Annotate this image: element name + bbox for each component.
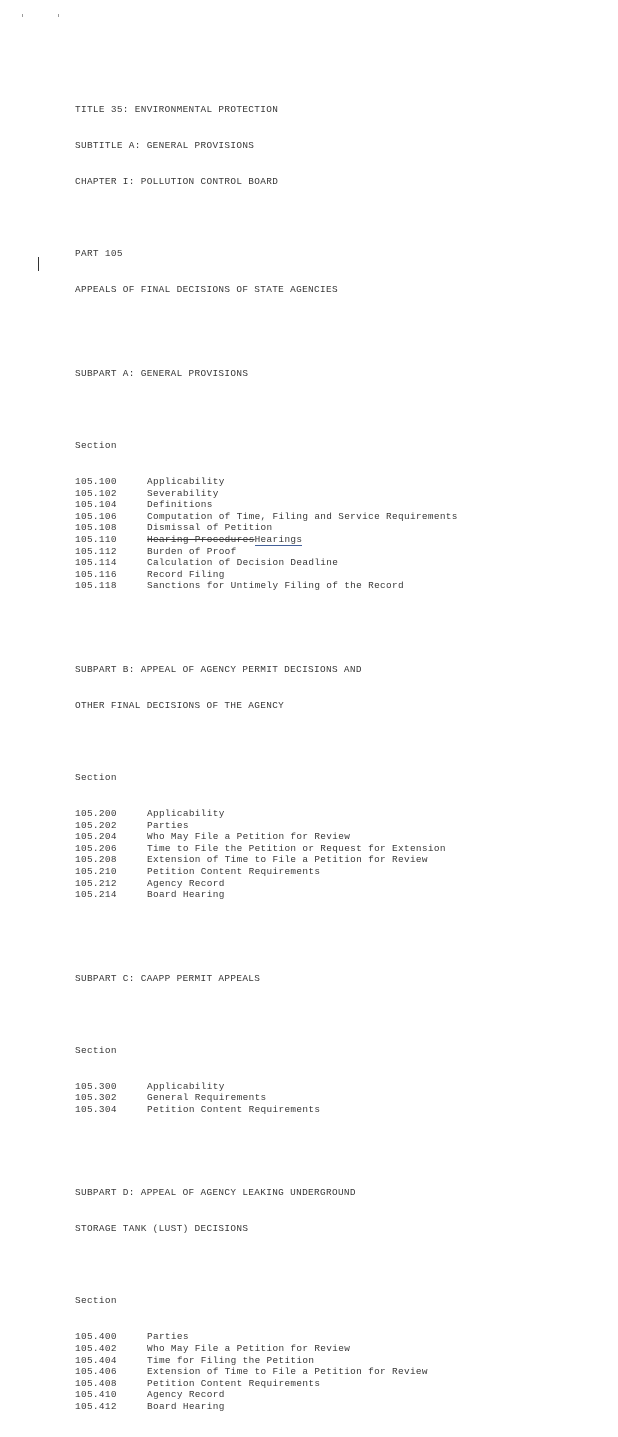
document-body [75,80,458,1437]
section-title: Petition Content Requirements [147,1103,321,1115]
section-title: Agency Record [147,877,225,889]
section-entry [75,808,458,820]
section-title: Time for Filing the Petition [147,1354,315,1366]
section-title: Applicability [147,476,225,487]
section-entry [75,878,458,890]
subpart-a-section-list [75,476,458,592]
section-entry [75,1081,458,1093]
subpart-d-heading: SUBPART D: APPEAL OF AGENCY LEAKING UNDERGROUND [75,1187,356,1199]
section-number: 105.118 [75,580,117,592]
section-number: 105.412 [75,1401,117,1413]
section-number: 105.300 [75,1080,117,1092]
section-entry [75,1355,458,1367]
subpart-b-heading: SUBPART B: APPEAL OF AGENCY PERMIT DECISIONS AND [75,663,362,675]
subtitle-line: SUBTITLE A: GENERAL PROVISIONS [75,140,255,151]
section-number: 105.410 [75,1389,117,1401]
section-title: Agency Record [147,1389,225,1401]
subpart-c-section-list [75,1081,458,1116]
section-title: Time to File the Petition or Request for Extension [147,842,446,854]
section-title: Petition Content Requirements [147,1377,321,1389]
section-number: 105.100 [75,476,117,487]
section-number: 105.408 [75,1377,117,1389]
section-entry [75,1389,458,1401]
section-title-inserted: Hearings [254,533,303,545]
section-entry [75,557,458,569]
subpart-d-heading-continued: STORAGE TANK (LUST) DECISIONS [75,1223,249,1235]
text-cursor [38,257,39,271]
section-entry [75,820,458,832]
section-number: 105.212 [75,877,117,889]
section-title: Petition Content Requirements [147,865,321,877]
section-title: Board Hearing [147,1401,225,1413]
section-entry [75,1104,458,1116]
section-label: Section [75,771,117,783]
section-title: Applicability [147,807,225,819]
section-title: Record Filing [147,568,225,580]
chapter-line: CHAPTER I: POLLUTION CONTROL BOARD [75,176,279,187]
section-entry [75,866,458,878]
section-number: 105.400 [75,1331,117,1343]
section-number: 105.112 [75,545,117,557]
section-number: 105.200 [75,807,117,819]
section-entry [75,1378,458,1390]
subpart-b-section-list [75,808,458,901]
section-title: Who May File a Petition for Review [147,831,351,843]
section-entry [75,522,458,534]
section-number: 105.404 [75,1354,117,1366]
section-entry [75,499,458,511]
section-number: 105.214 [75,889,117,901]
section-number: 105.106 [75,510,117,522]
section-title: Severability [147,487,219,499]
section-title: Applicability [147,1080,225,1092]
section-title: Who May File a Petition for Review [147,1343,351,1355]
section-number: 105.108 [75,522,117,534]
section-entry [75,488,458,500]
section-title: General Requirements [147,1092,267,1104]
section-title: Extension of Time to File a Petition for Review [147,1366,428,1378]
section-title: Parties [147,819,189,831]
section-entry [75,580,458,592]
section-number: 105.204 [75,831,117,843]
section-title: Definitions [147,499,213,511]
section-entry [75,546,458,558]
section-label: Section [75,1044,117,1056]
section-number: 105.208 [75,854,117,866]
section-number: 105.302 [75,1092,117,1104]
scan-mark [58,14,59,17]
section-entry [75,1331,458,1343]
section-entry [75,476,458,488]
section-entry [75,1366,458,1378]
section-entry [75,1092,458,1104]
section-title-deleted: Hearing Procedures [147,533,255,545]
section-title: Sanctions for Untimely Filing of the Record [147,580,404,592]
section-entry [75,1401,458,1413]
section-number: 105.202 [75,819,117,831]
section-title: Parties [147,1331,189,1343]
section-number: 105.210 [75,865,117,877]
section-title: Board Hearing [147,889,225,901]
subpart-a-heading: SUBPART A: GENERAL PROVISIONS [75,368,249,379]
section-number: 105.406 [75,1366,117,1378]
section-entry [75,843,458,855]
section-number: 105.206 [75,842,117,854]
section-entry [75,854,458,866]
section-number: 105.304 [75,1103,117,1115]
section-entry [75,889,458,901]
subpart-d-section-list [75,1331,458,1412]
part-number: PART 105 [75,248,123,259]
section-entry [75,511,458,523]
section-entry [75,831,458,843]
section-entry [75,1343,458,1355]
subpart-b-heading-continued: OTHER FINAL DECISIONS OF THE AGENCY [75,699,285,711]
section-entry [75,569,458,581]
section-title: Computation of Time, Filing and Service Requirements [147,510,458,522]
section-number: 105.104 [75,499,117,511]
title-line: TITLE 35: ENVIRONMENTAL PROTECTION [75,104,279,115]
section-number: 105.114 [75,557,117,569]
section-title: Burden of Proof [147,545,237,557]
section-label: Section [75,1295,117,1307]
section-number: 105.110 [75,533,117,545]
section-number: 105.402 [75,1343,117,1355]
section-title: Extension of Time to File a Petition for Review [147,854,428,866]
section-number: 105.102 [75,487,117,499]
scan-mark [22,14,23,17]
section-entry [75,534,458,546]
section-label: Section [75,440,117,451]
section-number: 105.116 [75,568,117,580]
part-title: APPEALS OF FINAL DECISIONS OF STATE AGENCIES [75,284,338,295]
subpart-c-heading: SUBPART C: CAAPP PERMIT APPEALS [75,972,261,984]
section-title: Dismissal of Petition [147,522,273,534]
section-title: Calculation of Decision Deadline [147,557,339,569]
